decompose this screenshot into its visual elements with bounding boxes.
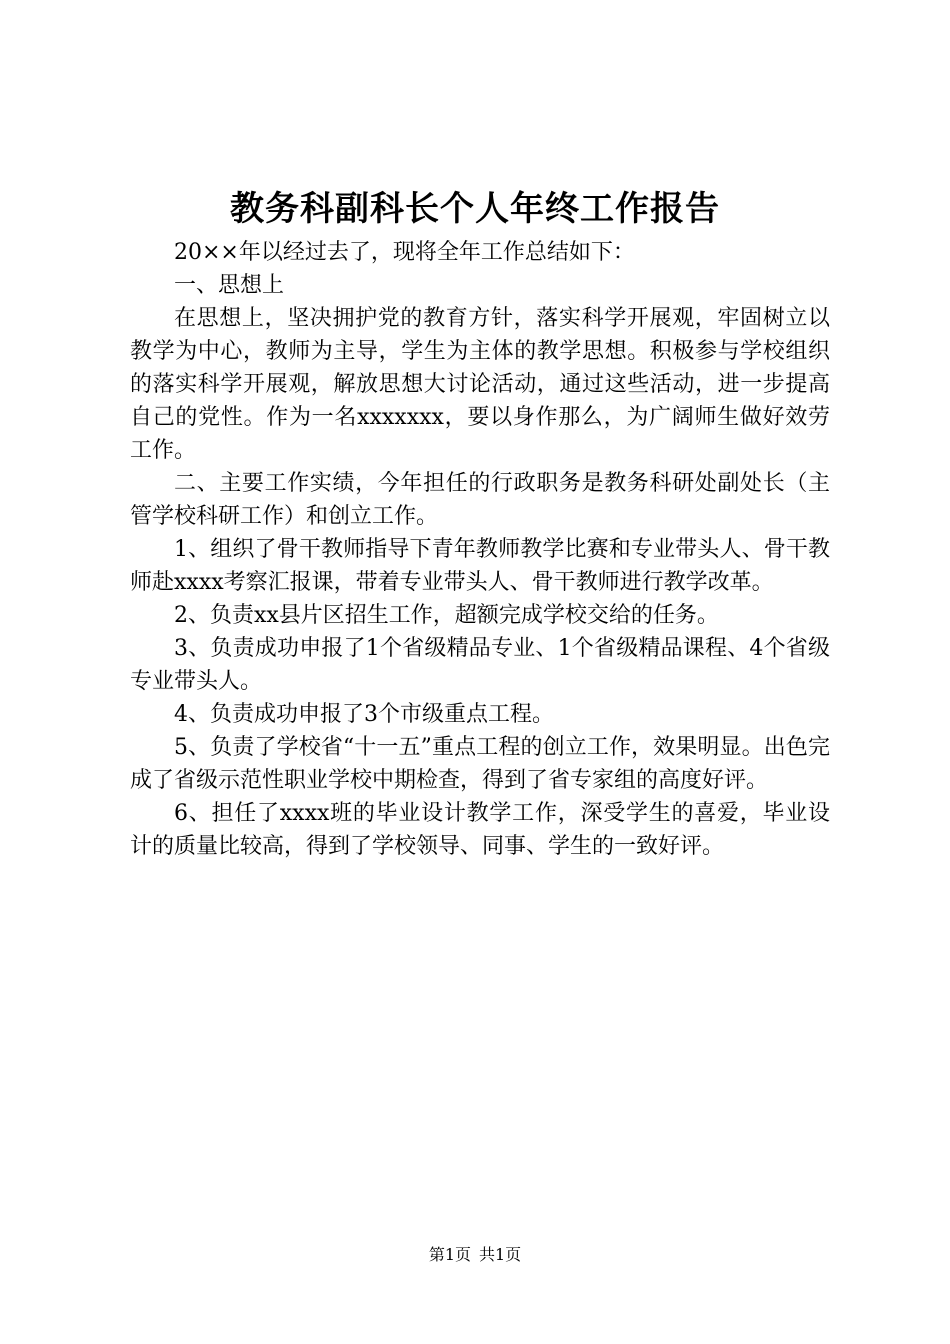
paragraph-item-1: 1、组织了骨干教师指导下青年教师教学比赛和专业带头人、骨干教师赴xxxx考察汇报课，带着专业带头人、骨干教师进行教学改革。 bbox=[130, 537, 830, 595]
paragraph-item-5: 5、负责了学校省“十一五”重点工程的创立工作，效果明显。出色完成了省级示范性职业学校中期检查，得到了省专家组的高度好评。 bbox=[130, 735, 830, 793]
page-footer bbox=[0, 1244, 950, 1266]
section-heading-achievements: 二、主要工作实绩，今年担任的行政职务是教务科研处副处长（主管学校科研工作）和创立工作。 bbox=[130, 471, 830, 529]
paragraph-item-3: 3、负责成功申报了1个省级精品专业、1个省级精品课程、4个省级专业带头人。 bbox=[130, 636, 830, 694]
document-title: 教务科副科长个人年终工作报告 bbox=[230, 189, 720, 229]
paragraph-item-4: 4、负责成功申报了3个市级重点工程。 bbox=[174, 702, 554, 727]
paragraph-ideology: 在思想上，坚决拥护党的教育方针，落实科学开展观，牢固树立以教学为中心，教师为主导，学生为主体的教学思想。积极参与学校组织的落实科学开展观，解放思想大讨论活动，通过这些活动，进一步提高自己的党性。作为一名xxxxxxx，要以身作那么，为广阔师生做好效劳工作。 bbox=[130, 306, 830, 463]
paragraph-intro: 20××年以经过去了，现将全年工作总结如下： bbox=[174, 240, 635, 265]
paragraph-item-6: 6、担任了xxxx班的毕业设计教学工作，深受学生的喜爱，毕业设计的质量比较高，得到了学校领导、同事、学生的一致好评。 bbox=[130, 801, 830, 859]
page-number-total: 共1页 bbox=[479, 1245, 522, 1264]
section-heading-ideology: 一、思想上 bbox=[174, 273, 285, 298]
document-body bbox=[130, 236, 830, 863]
page-number-current: 第1页 bbox=[428, 1245, 471, 1264]
paragraph-item-2: 2、负责xx县片区招生工作，超额完成学校交给的任务。 bbox=[174, 603, 719, 628]
